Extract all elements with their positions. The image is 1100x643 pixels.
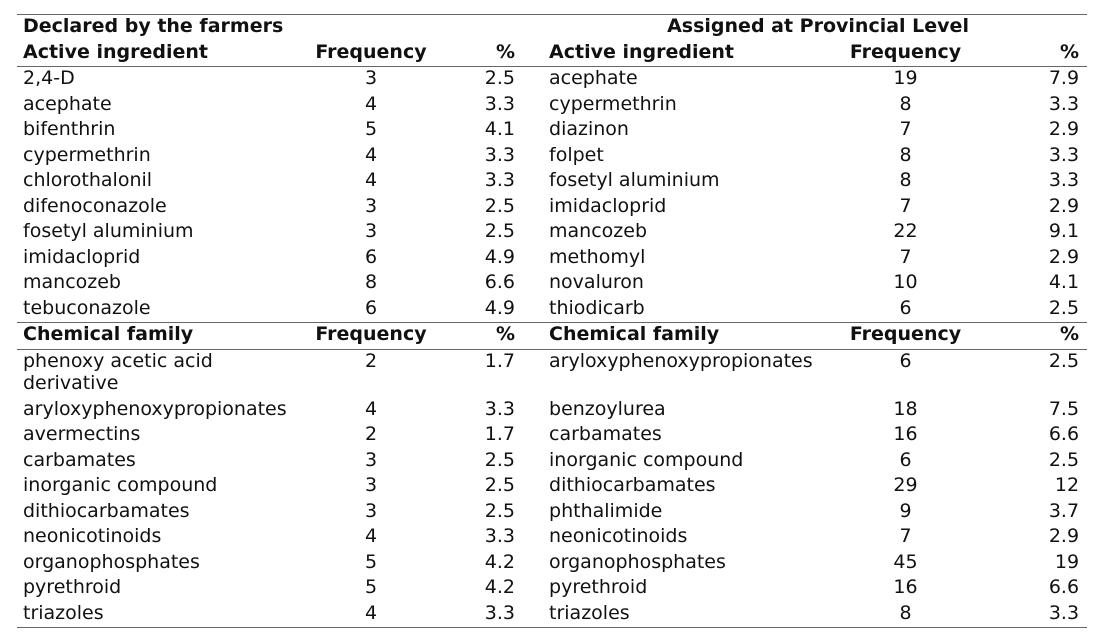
cell-percent-right: 6.6	[1048, 423, 1080, 445]
cell-ingredient-left: bifenthrin	[23, 118, 116, 140]
table-row	[17, 271, 1087, 297]
header-ingredient-left: Active ingredient	[17, 41, 307, 67]
cell-frequency-left: 2	[364, 423, 378, 445]
table-row	[17, 169, 1087, 195]
cell-ingredient-right: novaluron	[549, 271, 644, 293]
cell-percent-right: 4.1	[1048, 271, 1080, 293]
cell-percent-right: 12	[1054, 474, 1080, 496]
cell-percent-left: 3.3	[484, 92, 516, 115]
cell-frequency-right: 9	[899, 499, 912, 522]
table-row	[17, 551, 1087, 577]
cell-frequency-right: 10	[893, 271, 918, 293]
cell-frequency-right: 18	[893, 397, 918, 420]
table-row	[17, 500, 1087, 526]
cell-ingredient-right: organophosphates	[549, 550, 726, 573]
cell-frequency-right: 6	[899, 349, 912, 372]
cell-frequency-left: 4	[364, 397, 378, 420]
table-row	[17, 576, 1087, 602]
table-row	[17, 144, 1087, 170]
header-percent-right: %	[983, 323, 1087, 350]
cell-percent-left: 2.5	[484, 499, 516, 522]
cell-frequency-left: 5	[364, 576, 378, 598]
cell-ingredient-left: organophosphates	[23, 550, 200, 573]
header-ingredient-right: Active ingredient	[543, 41, 828, 67]
cell-percent-left: 2.5	[484, 448, 516, 471]
cell-frequency-left: 5	[364, 118, 378, 140]
cell-ingredient-left: avermectins	[23, 423, 141, 445]
cell-frequency-right: 8	[899, 92, 912, 115]
cell-ingredient-left: triazoles	[17, 602, 307, 628]
cell-frequency-left: 3	[364, 67, 378, 89]
header-frequency-left: Frequency	[307, 41, 435, 67]
cell-ingredient-right: inorganic compound	[549, 448, 744, 471]
header-percent-left: %	[435, 41, 543, 67]
table-row	[17, 398, 1087, 424]
cell-frequency-right: 8	[828, 602, 983, 628]
cell-ingredient-right: acephate	[549, 67, 638, 89]
cell-ingredient-left: 2,4-D	[23, 67, 75, 89]
group-header-provincial: Assigned at Provincial Level	[543, 15, 1087, 41]
cell-percent-right: 3.3	[1048, 169, 1080, 191]
cell-ingredient-left: phenoxy acetic acid derivative	[23, 349, 213, 394]
table-row	[17, 602, 1087, 628]
header-frequency-right: Frequency	[828, 323, 983, 350]
cell-frequency-left: 3	[364, 220, 378, 242]
cell-percent-left: 1.7	[484, 349, 516, 372]
cell-ingredient-right: aryloxyphenoxypropionates	[549, 349, 813, 372]
cell-percent-right: 2.9	[1048, 525, 1080, 547]
cell-frequency-left: 2	[364, 349, 378, 372]
cell-percent-right: 3.3	[983, 602, 1087, 628]
cell-ingredient-right: cypermethrin	[549, 92, 677, 115]
cell-percent-left: 3.3	[435, 602, 543, 628]
table-row	[17, 297, 1087, 323]
cell-percent-left: 2.5	[484, 67, 516, 89]
table-row	[17, 423, 1087, 449]
cell-frequency-right: 6	[899, 448, 912, 471]
cell-percent-right: 2.5	[1048, 349, 1080, 372]
cell-percent-right: 9.1	[1048, 220, 1080, 242]
cell-ingredient-right: triazoles	[543, 602, 828, 628]
cell-ingredient-right: thiodicarb	[543, 297, 828, 323]
cell-percent-left: 4.2	[484, 576, 516, 598]
cell-ingredient-right: diazinon	[549, 118, 629, 140]
cell-percent-right: 2.9	[1048, 245, 1080, 268]
cell-frequency-right: 7	[899, 194, 912, 217]
cell-percent-left: 4.9	[484, 245, 516, 268]
cell-percent-left: 2.5	[484, 194, 516, 217]
cell-frequency-right: 8	[899, 169, 912, 191]
cell-percent-left: 3.3	[484, 143, 516, 166]
pesticide-table	[17, 14, 1087, 628]
cell-frequency-left: 4	[364, 169, 378, 191]
cell-frequency-left: 4	[364, 92, 378, 115]
table-row	[17, 220, 1087, 246]
cell-percent-left: 4.2	[484, 550, 516, 573]
cell-ingredient-right: fosetyl aluminium	[549, 169, 720, 191]
cell-ingredient-right: phthalimide	[549, 499, 663, 522]
header-ingredient-left: Chemical family	[17, 323, 307, 350]
cell-ingredient-left: tebuconazole	[17, 297, 307, 323]
cell-ingredient-left: difenoconazole	[23, 194, 167, 217]
cell-frequency-right: 19	[893, 67, 918, 89]
cell-frequency-left: 3	[364, 499, 378, 522]
cell-frequency-right: 16	[893, 423, 918, 445]
table-body	[17, 15, 1087, 628]
cell-percent-right: 2.9	[1048, 118, 1080, 140]
section-header-row	[17, 323, 1087, 350]
cell-percent-left: 4.1	[484, 118, 516, 140]
cell-ingredient-left: imidacloprid	[23, 245, 141, 268]
table-row	[17, 195, 1087, 221]
cell-ingredient-left: cypermethrin	[23, 143, 151, 166]
cell-ingredient-left: aryloxyphenoxypropionates	[23, 397, 287, 420]
cell-percent-right: 2.5	[1048, 448, 1080, 471]
group-header-farmers: Declared by the farmers	[17, 15, 543, 41]
cell-frequency-left: 4	[364, 525, 378, 547]
cell-percent-right: 7.5	[1048, 397, 1080, 420]
cell-frequency-right: 22	[893, 220, 918, 242]
table-row	[17, 246, 1087, 272]
cell-ingredient-left: mancozeb	[23, 271, 121, 293]
section-header-row	[17, 41, 1087, 67]
cell-ingredient-left: fosetyl aluminium	[23, 220, 194, 242]
header-percent-left: %	[435, 323, 543, 350]
cell-ingredient-right: pyrethroid	[549, 576, 648, 598]
cell-ingredient-right: benzoylurea	[549, 397, 666, 420]
table-row	[17, 93, 1087, 119]
cell-frequency-right: 7	[899, 245, 912, 268]
cell-percent-left: 6.6	[484, 271, 516, 293]
cell-percent-left: 3.3	[484, 397, 516, 420]
cell-ingredient-right: carbamates	[549, 423, 662, 445]
cell-percent-right: 2.5	[983, 297, 1087, 323]
cell-frequency-left: 4	[364, 143, 378, 166]
cell-frequency-right: 29	[893, 474, 918, 496]
cell-frequency-left: 8	[364, 271, 378, 293]
table-row	[17, 67, 1087, 93]
cell-percent-left: 3.3	[484, 169, 516, 191]
table-row	[17, 474, 1087, 500]
cell-frequency-right: 7	[899, 118, 912, 140]
cell-percent-left: 1.7	[484, 423, 516, 445]
cell-frequency-left: 3	[364, 474, 378, 496]
cell-percent-left: 3.3	[484, 525, 516, 547]
cell-ingredient-right: folpet	[549, 143, 604, 166]
cell-percent-left: 4.9	[435, 297, 543, 323]
header-frequency-left: Frequency	[307, 323, 435, 350]
cell-percent-left: 2.5	[484, 474, 516, 496]
cell-percent-right: 2.9	[1048, 194, 1080, 217]
cell-frequency-right: 45	[893, 550, 918, 573]
cell-frequency-right: 16	[893, 576, 918, 598]
cell-ingredient-right: mancozeb	[549, 220, 648, 242]
cell-ingredient-left: pyrethroid	[23, 576, 122, 598]
cell-ingredient-right: neonicotinoids	[549, 525, 688, 547]
header-ingredient-right: Chemical family	[543, 323, 828, 350]
cell-ingredient-left: carbamates	[23, 448, 136, 471]
cell-frequency-left: 6	[307, 297, 435, 323]
header-percent-right: %	[983, 41, 1087, 67]
table-row	[17, 118, 1087, 144]
cell-frequency-left: 6	[364, 245, 378, 268]
table-row	[17, 449, 1087, 475]
cell-ingredient-left: inorganic compound	[23, 474, 218, 496]
cell-percent-right: 6.6	[1048, 576, 1080, 598]
cell-ingredient-left: chlorothalonil	[23, 169, 153, 191]
cell-percent-right: 3.3	[1048, 143, 1080, 166]
cell-frequency-right: 8	[899, 143, 912, 166]
cell-ingredient-right: dithiocarbamates	[549, 474, 716, 496]
cell-percent-left: 2.5	[484, 220, 516, 242]
cell-percent-right: 3.3	[1048, 92, 1080, 115]
cell-ingredient-right: methomyl	[549, 245, 646, 268]
cell-frequency-left: 3	[364, 194, 378, 217]
cell-ingredient-left: acephate	[23, 92, 112, 115]
cell-frequency-right: 6	[828, 297, 983, 323]
table-row	[17, 349, 1087, 398]
cell-frequency-right: 7	[899, 525, 912, 547]
cell-ingredient-right: imidacloprid	[549, 194, 667, 217]
cell-ingredient-left: neonicotinoids	[23, 525, 162, 547]
cell-frequency-left: 5	[364, 550, 378, 573]
cell-frequency-left: 4	[307, 602, 435, 628]
cell-percent-right: 19	[1054, 550, 1080, 573]
cell-frequency-left: 3	[364, 448, 378, 471]
cell-percent-right: 7.9	[1048, 67, 1080, 89]
cell-ingredient-left: dithiocarbamates	[23, 499, 190, 522]
table-row	[17, 525, 1087, 551]
header-frequency-right: Frequency	[828, 41, 983, 67]
group-header-row	[17, 15, 1087, 41]
cell-percent-right: 3.7	[1048, 499, 1080, 522]
